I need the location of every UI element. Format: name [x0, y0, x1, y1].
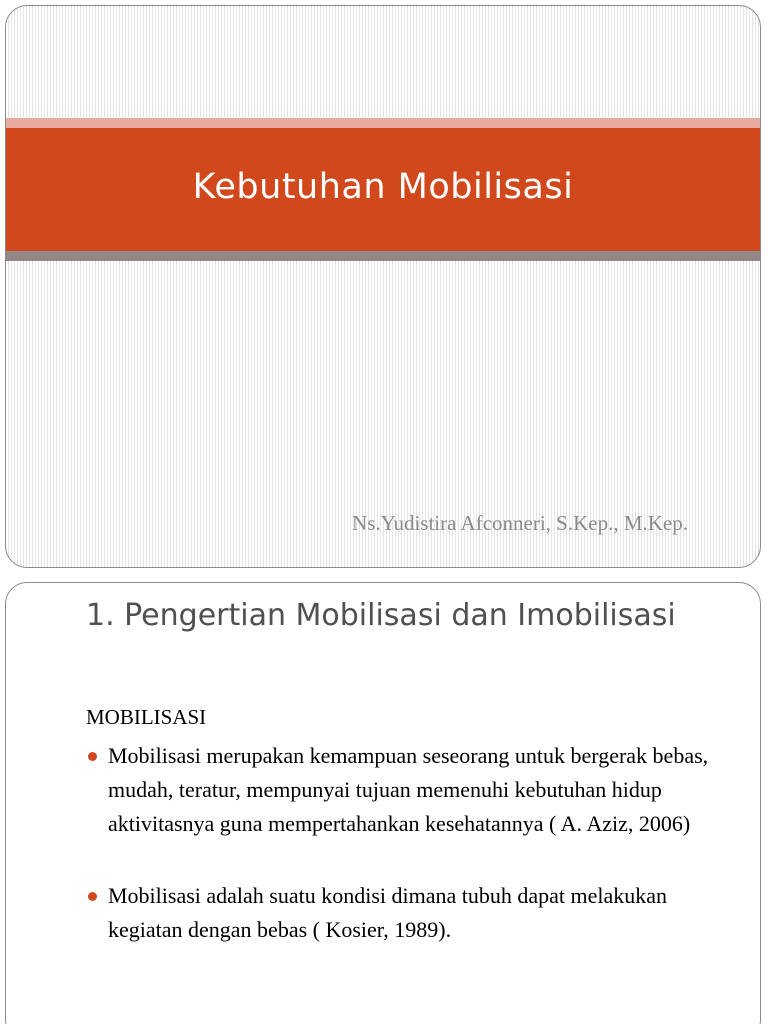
- title-band-top-stripe: [6, 118, 760, 128]
- title-slide: [5, 5, 761, 568]
- bullet-text: Mobilisasi merupakan kemampuan seseorang untuk bergerak bebas, mudah, teratur, mempunyai tujuan memenuhi kebutuhan hidup aktivitasnya guna mempertahankan kesehatannya ( A. Aziz, 2006): [108, 743, 709, 836]
- bullet-item: [86, 879, 736, 947]
- bullet-dot-icon: [88, 892, 97, 901]
- bullet-text: Mobilisasi adalah suatu kondisi dimana tubuh dapat melakukan kegiatan dengan bebas ( Kosier, 1989).: [108, 883, 668, 942]
- bullet-dot-icon: [88, 752, 97, 761]
- content-heading: 1. Pengertian Mobilisasi dan Imobilisasi: [86, 598, 676, 633]
- slide-title: Kebutuhan Mobilisasi: [192, 166, 574, 207]
- bullet-item: [86, 739, 736, 841]
- content-slide: [5, 582, 761, 1024]
- section-label: MOBILISASI: [86, 705, 207, 729]
- bullet-list: [86, 739, 736, 947]
- title-band-bottom-stripe: [6, 251, 760, 261]
- title-band: [6, 128, 760, 251]
- slide-author: Ns.Yudistira Afconneri, S.Kep., M.Kep.: [352, 511, 688, 535]
